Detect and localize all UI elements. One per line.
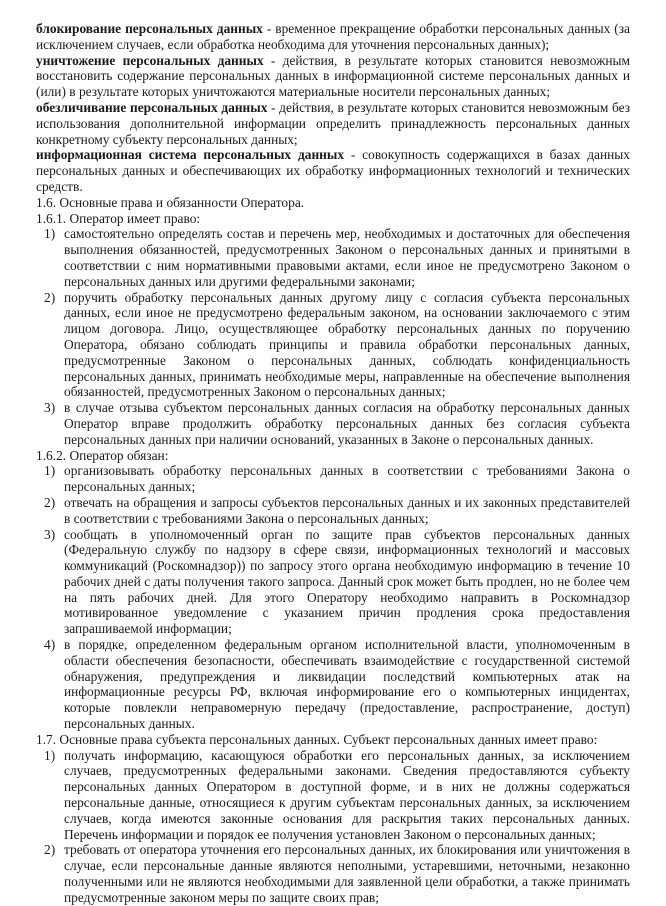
list-item-text: получать информацию, касающуюся обработки его персональных данных, за исключением случаев, предусмотренных федеральными законами. Сведения предоставляются субъекту персональных данных Оператором в доступной форме, и в них не должны содержаться персональные данные, относящиеся к другим субъектам персональных данных, за исключением случаев, когда имеются законные основания для раскрытия таких персональных данных. Перечень информации и порядок ее получения установлен Законом о персональных данных; [64,747,630,842]
list-item [36,400,630,447]
definition-term: блокирование персональных данных [36,21,263,36]
definition-text: - временное прекращение обработки персональных данных (за исключением случаев, если обработка необходима для уточнения персональных данных); [36,21,630,52]
list-item-text: в случае отзыва субъектом персональных данных согласия на обработку персональных данных Оператор вправе продолжить обработку персональных данных без согласия субъекта персональных данных при наличии оснований, указанных в Законе о персональных данных. [64,400,630,447]
list-item-text: организовывать обработку персональных данных в соответствии с требованиями Закона о персональных данных; [64,463,630,495]
list-item-text: требовать от оператора уточнения его персональных данных, их блокирования или уничтожения в случае, если персональные данные являются неполными, устаревшими, неточными, незаконно полученными или не являются необходимыми для заявленной цели обработки, а также принимать предусмотренные законом меры по защите своих прав; [64,842,630,905]
definition-text: - действия, в результате которых становится невозможным без использования дополнительной информации определить принадлежность персональных данных конкретному субъекту персональных данных; [36,99,631,147]
list-item [36,637,630,732]
section-heading-1-6: 1.6. Основные права и обязанности Оператора. [36,194,305,210]
definition-term: уничтожение персональных данных [36,52,264,68]
definition-term: информационная система персональных данных [36,147,345,163]
list-item-text: сообщать в уполномоченный орган по защите прав субъектов персональных данных (Федеральную службу по надзору в сфере связи, информационных технологий и массовых коммуникаций (Роскомнадзор)) по запросу этого органа необходимую информацию в течение 10 рабочих дней с даты получения такого запроса. Данный срок может быть продлен, но не более чем на пять рабочих дней. Для этого Оператору необходимо направить в Роскомнадзор мотивированное уведомление с указанием причин продления срока предоставления запрашиваемой информации; [64,526,630,637]
definition-paragraph [36,147,630,194]
list-item-text: в порядке, определенном федеральным органом исполнительной власти, уполномоченным в области обеспечения безопасности, обеспечивать взаимодействие с государственной системой обнаружения, предупреждения и ликвидации последствий компьютерных атак на информационные ресурсы РФ, включая информирование его о компьютерных инцидентах, которые повлекли неправомерную передачу (предоставление, распространение, доступ) персональных данных. [64,637,630,732]
list-item [36,842,630,905]
list-item [36,290,630,401]
list-item-number: 1) [44,747,56,763]
list-item-text: поручить обработку персональных данных другому лицу с согласия субъекта персональных данных, если иное не предусмотрено федеральным законом, на основании заключаемого с этим лицом договора. Лицо, осуществляющее обработку персональных данных по поручению Оператора, обязано соблюдать принципы и правила обработки персональных данных, предусмотренные Законом о персональных данных, соблюдать конфиденциальность персональных данных, принимать необходимые меры, направленные на обеспечение выполнения обязанностей, предусмотренных Законом о персональных данных; [64,289,630,400]
list-item-text: отвечать на обращения и запросы субъектов персональных данных и их законных представителей в соответствии с требованиями Закона о персональных данных; [64,494,630,526]
definition-paragraph [36,21,630,53]
list-item [36,527,630,638]
list-item-text: самостоятельно определять состав и перечень мер, необходимых и достаточных для обеспечения выполнения обязанностей, предусмотренных Законом о персональных данных и принятыми в соответствии с ним нормативными правовыми актами, если иное не предусмотрено Законом о персональных данных или другими федеральными законами; [64,226,630,289]
list-item [36,463,630,495]
section-heading-1-6-1: 1.6.1. Оператор имеет право: [36,210,201,226]
list-item-number: 3) [44,526,56,542]
list-item [36,495,630,527]
definition-text: - совокупность содержащихся в базах данных персональных данных и обеспечивающих их обработку информационных технологий и технических средств. [36,147,630,194]
list-item-number: 1) [44,226,56,242]
list-item [36,748,630,843]
definition-term: обезличивание персональных данных [36,99,268,115]
list-item-number: 2) [44,289,56,305]
section-heading-1-6-2: 1.6.2. Оператор обязан: [36,447,169,463]
list-item [36,226,630,289]
list-item-number: 2) [44,494,56,510]
definition-paragraph [36,53,630,100]
list-item-number: 1) [44,463,56,479]
list-item-number: 4) [44,637,56,653]
list-item-number: 2) [44,842,56,858]
definition-text: - действия, в результате которых становится невозможным восстановить содержание персональных данных в информационной системе персональных данных и (или) в результате которых уничтожаются материальные носители персональных данных; [36,52,630,100]
list-item-number: 3) [44,400,56,416]
definition-paragraph [36,100,630,147]
section-heading-1-7: 1.7. Основные права субъекта персональных данных. Субъект персональных данных имеет право: [36,731,598,747]
